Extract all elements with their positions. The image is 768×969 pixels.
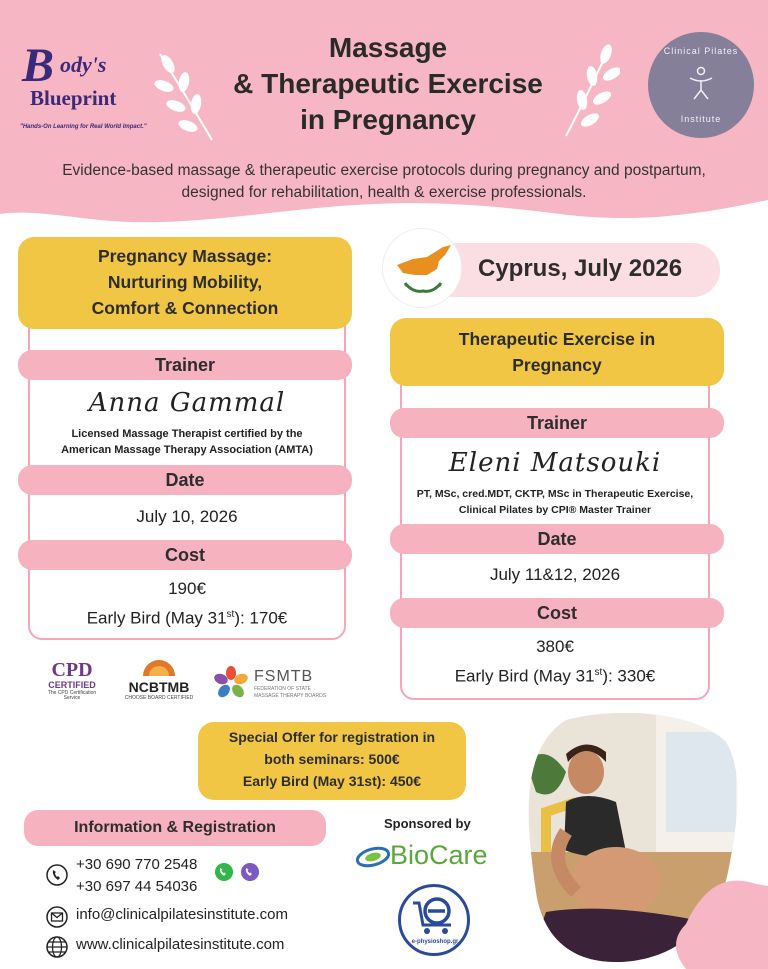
- title-line1: Massage: [328, 32, 448, 63]
- cyprus-flag: [382, 228, 462, 308]
- left-seminar-title: [18, 237, 352, 329]
- left-early-bird: [28, 602, 346, 632]
- bodys-blueprint-logo: [22, 39, 132, 110]
- website-url[interactable]: www.clinicalpilatesinstitute.com: [76, 936, 285, 953]
- location-text: Cyprus, July 2026: [478, 255, 683, 282]
- left-title-line2: Nurturing Mobility,: [107, 272, 263, 292]
- email-address[interactable]: info@clinicalpilatesinstitute.com: [76, 906, 288, 923]
- cpd-certified-logo: [40, 660, 104, 701]
- logo-word1: ody's: [60, 52, 107, 77]
- left-title-line3: Comfort & Connection: [91, 298, 279, 318]
- right-title-line2: Pregnancy: [512, 355, 602, 375]
- left-cost-label: Cost: [18, 540, 352, 570]
- ephysioshop-text: e-physioshop.gr: [411, 939, 459, 945]
- left-date-value: July 10, 2026: [136, 507, 238, 526]
- title-line3: in Pregnancy: [300, 104, 476, 135]
- left-eb-prefix: Early Bird (May 31: [86, 608, 227, 628]
- right-eb-suffix: ): 330€: [602, 666, 656, 686]
- left-trainer-name: Anna Gammal: [88, 388, 286, 418]
- shopping-cart-icon: [411, 895, 459, 935]
- fsmtb-text: FSMTB: [254, 668, 314, 685]
- page-subtitle: [20, 160, 748, 204]
- cpi-bottom-text: Institute: [680, 114, 722, 124]
- right-trainer-label: Trainer: [390, 408, 724, 438]
- logo-tagline: "Hands-On Learning for Real World Impact.": [20, 124, 147, 130]
- sponsored-by-label: Sponsored by: [384, 816, 471, 831]
- clinical-pilates-institute-logo: [648, 32, 754, 138]
- left-date-label: Date: [18, 465, 352, 495]
- subtitle-line1: Evidence-based massage & therapeutic exercise protocols during pregnancy and postpartum,: [62, 162, 706, 179]
- offer-line2: both seminars: 500€: [264, 751, 400, 767]
- phone-number-2[interactable]: +30 697 44 54036: [76, 878, 198, 895]
- logo-word2: Blueprint: [30, 86, 117, 110]
- ephysioshop-logo: [398, 884, 470, 956]
- cpd-line4: Service: [63, 695, 81, 701]
- right-trainer-credentials: [400, 486, 710, 518]
- left-eb-suffix: ): 170€: [234, 608, 288, 628]
- left-trainer-label: Trainer: [18, 350, 352, 380]
- right-early-bird: [400, 660, 710, 690]
- right-cost-label: Cost: [390, 598, 724, 628]
- offer-line1: Special Offer for registration in: [228, 729, 436, 745]
- globe-icon: [46, 936, 68, 958]
- title-line2: & Therapeutic Exercise: [233, 68, 543, 99]
- cpd-line1: CPD: [51, 659, 93, 681]
- person-icon: [688, 66, 714, 100]
- left-trainer-credentials: [28, 426, 346, 458]
- biocare-logo: [356, 838, 506, 874]
- fsmtb-logo: [214, 664, 344, 704]
- pink-blob-decoration: [666, 874, 768, 969]
- right-seminar-title: [390, 318, 724, 386]
- subtitle-line2: designed for rehabilitation, health & exercise professionals.: [181, 184, 587, 201]
- cpd-line3: The CPD Certification: [47, 690, 97, 696]
- right-eb-sup: st: [594, 667, 603, 678]
- logo-letter: B: [22, 39, 54, 92]
- whatsapp-icon[interactable]: [214, 862, 234, 882]
- ncbtmb-subtext: CHOOSE BOARD CERTIFIED: [124, 695, 194, 701]
- right-eb-prefix: Early Bird (May 31: [454, 666, 595, 686]
- right-title-line1: Therapeutic Exercise in: [458, 329, 656, 349]
- fsmtb-sub2: MASSAGE THERAPY BOARDS: [254, 693, 327, 699]
- fsmtb-sub1: FEDERATION OF STATE: [254, 686, 311, 692]
- left-eb-sup: st: [226, 609, 235, 620]
- email-icon: [46, 906, 68, 928]
- left-cost-value: 190€: [168, 579, 206, 598]
- ncbtmb-logo: [120, 660, 198, 701]
- cpi-top-text: Clinical Pilates: [663, 46, 739, 56]
- flower-icon: [214, 666, 248, 700]
- viber-icon[interactable]: [240, 862, 260, 882]
- ncbtmb-text: NCBTMB: [128, 679, 190, 695]
- right-cred-line2: Clinical Pilates by CPI® Master Trainer: [458, 504, 652, 516]
- right-cost-value: 380€: [536, 637, 574, 656]
- biocare-text: BioCare: [390, 840, 488, 870]
- left-cred-line1: Licensed Massage Therapist certified by the: [71, 428, 303, 440]
- cyprus-map-icon: [383, 229, 463, 309]
- cpd-line2: CERTIFIED: [48, 680, 96, 690]
- biocare-swoosh-icon: [356, 846, 390, 868]
- phone-icon: [46, 864, 68, 886]
- info-registration-label: Information & Registration: [24, 810, 326, 846]
- special-offer-box: [198, 722, 466, 800]
- right-date-label: Date: [390, 524, 724, 554]
- sunburst-icon: [139, 660, 179, 676]
- offer-line3: Early Bird (May 31st): 450€: [242, 773, 422, 789]
- right-trainer-name: Eleni Matsouki: [448, 448, 662, 478]
- left-cred-line2: American Massage Therapy Association (AMTA): [61, 444, 313, 456]
- left-title-line1: Pregnancy Massage:: [97, 246, 273, 266]
- right-date-value: July 11&12, 2026: [489, 565, 621, 584]
- page-title: [190, 30, 586, 138]
- right-cred-line1: PT, MSc, cred.MDT, CKTP, MSc in Therapeutic Exercise,: [416, 488, 694, 500]
- phone-number-1[interactable]: +30 690 770 2548: [76, 856, 198, 873]
